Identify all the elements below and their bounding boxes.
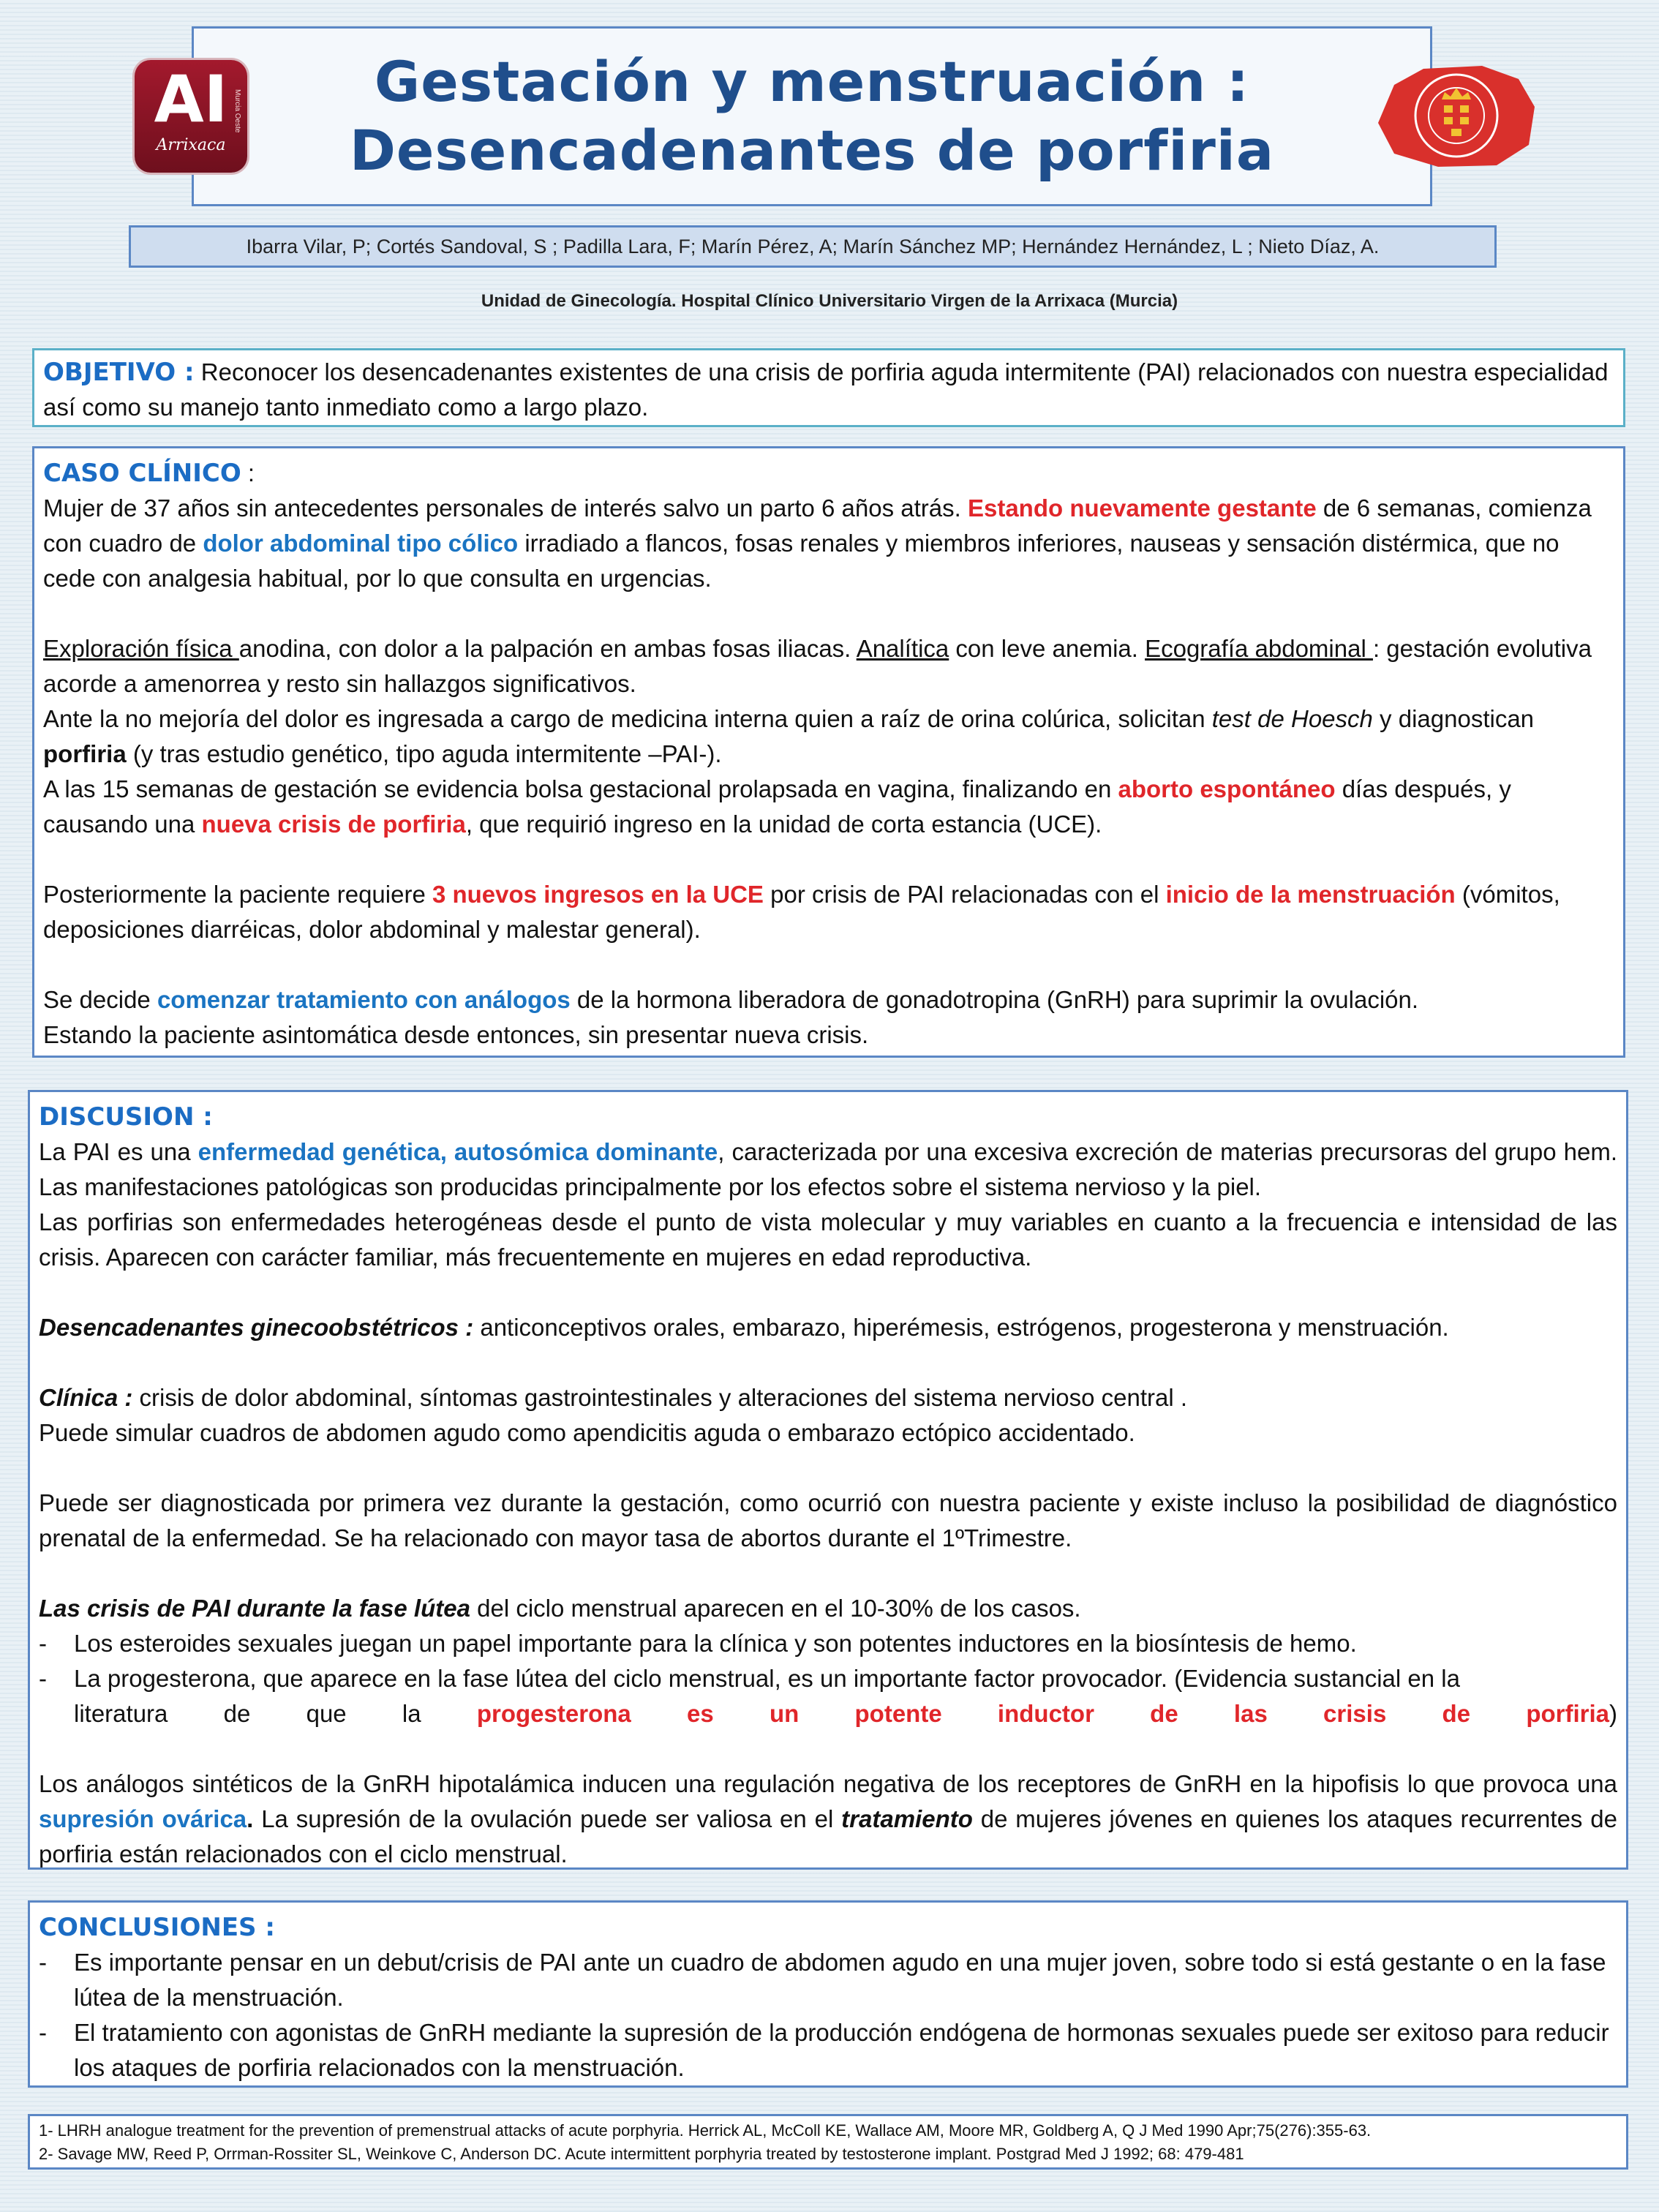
discusion-paragraph-3: Desencadenantes ginecoobstétricos : anticonceptivos orales, embarazo, hiperémesis, estrógenos, progesterona y menstruación. <box>39 1314 1449 1341</box>
arrixaca-logo <box>135 60 247 173</box>
discusion-paragraph-2: Las porfirias son enfermedades heterogéneas desde el punto de vista molecular y muy variables en cuanto a la frecuencia e intensidad de las crisis. Aparecen con carácter familiar, más frecuentemente en mujeres en edad reproductiva. <box>39 1208 1617 1271</box>
discusion-paragraph-8: Los análogos sintéticos de la GnRH hipotalámica inducen una regulación negativa de los receptores de GnRH en la hipofisis lo que provoca una supresión ovárica. La supresión de la ovulación puede ser valiosa en el tratamiento de mujeres jóvenes en quienes los ataques recurrentes de porfiria están relacionados con el ciclo menstrual. <box>39 1770 1617 1867</box>
logo-side-text: Murcia Oeste <box>233 89 241 133</box>
caso-heading-colon: : <box>241 459 255 486</box>
conclusiones-heading: CONCLUSIONES : <box>39 1913 275 1942</box>
objetivo-text: Reconocer los desencadenantes existentes de una crisis de porfiria aguda intermitente (PAI) relacionados con nuestra especialidad así como su manejo tanto inmediato como a largo plazo. <box>43 358 1609 421</box>
conclusiones-list-item-1: - Es importante pensar en un debut/crisis de PAI ante un cuadro de abdomen agudo en una mujer joven, sobre todo si está gestante o en la fase lútea de la menstruación. <box>39 1949 1606 2011</box>
discusion-heading: DISCUSION : <box>39 1102 213 1132</box>
discusion-paragraph-1: La PAI es una enfermedad genética, autosómica dominante, caracterizada por una excesiva excreción de materias precursoras del grupo hem. Las manifestaciones patológicas son producidas principalmente por los efectos sobre el sistema nervioso y la piel. <box>39 1138 1617 1200</box>
discusion-list-item-2: - La progesterona, que aparece en la fase lútea del ciclo menstrual, es un importante factor provocador. (Evidencia sustancial en la literatura de que la progesterona es un potente inductor de las crisis de porfiria) <box>39 1665 1617 1727</box>
discusion-paragraph-4: Clínica : crisis de dolor abdominal, síntomas gastrointestinales y alteraciones del sistema nervioso central . <box>39 1384 1188 1411</box>
discusion-section <box>28 1090 1628 1870</box>
caso-paragraph-5: Posteriormente la paciente requiere 3 nuevos ingresos en la UCE por crisis de PAI relacionadas con el inicio de la menstruación (vómitos, deposiciones diarréicas, dolor abdominal y malestar general). <box>43 881 1560 943</box>
objetivo-heading: OBJETIVO : <box>43 358 195 387</box>
sociedad-ginecologica-logo <box>1372 63 1540 170</box>
reference-1: 1- LHRH analogue treatment for the prevention of premenstrual attacks of acute porphyria. Herrick AL, McColl KE, Wallace AM, Moore MR, Goldberg A, Q J Med 1990 Apr;75(276):355-63. <box>39 2121 1372 2140</box>
caso-paragraph-6: Se decide comenzar tratamiento con análogos de la hormona liberadora de gonadotropina (GnRH) para suprimir la ovulación. <box>43 986 1419 1013</box>
caso-paragraph-7: Estando la paciente asintomática desde entonces, sin presentar nueva crisis. <box>43 1021 869 1048</box>
title-line-1: Gestación y menstruación : <box>374 49 1250 114</box>
logo-script: Arrixaca <box>156 136 226 154</box>
reference-2: 2- Savage MW, Reed P, Orrman-Rossiter SL, Weinkove C, Anderson DC. Acute intermittent porphyria treated by testosterone implant. Postgrad Med J 1992; 68: 479-481 <box>39 2145 1244 2163</box>
caso-heading: CASO CLÍNICO <box>43 459 241 488</box>
objetivo-section <box>32 348 1625 427</box>
discusion-paragraph-5: Puede simular cuadros de abdomen agudo como apendicitis aguda o embarazo ectópico accidentado. <box>39 1419 1135 1446</box>
title-box <box>192 26 1432 206</box>
caso-paragraph-1: Mujer de 37 años sin antecedentes personales de interés salvo un parto 6 años atrás. Estando nuevamente gestante de 6 semanas, comienza con cuadro de dolor abdominal tipo cólico irradiado a flancos, fosas renales y miembros inferiores, nauseas y sensación distérmica, que no cede con analgesia habitual, por lo que consulta en urgencias. <box>43 494 1592 592</box>
title-line-2: Desencadenantes de porfiria <box>349 118 1275 183</box>
conclusiones-list-item-2: - El tratamiento con agonistas de GnRH mediante la supresión de la producción endógena de hormonas sexuales puede ser exitoso para reducir los ataques de porfiria relacionados con la menstruación. <box>39 2019 1609 2081</box>
conclusiones-section <box>28 1900 1628 2088</box>
caso-paragraph-4: A las 15 semanas de gestación se evidencia bolsa gestacional prolapsada en vagina, finalizando en aborto espontáneo días después, y causando una nueva crisis de porfiria, que requirió ingreso en la unidad de corta estancia (UCE). <box>43 775 1511 838</box>
authors-bar: Ibarra Vilar, P; Cortés Sandoval, S ; Padilla Lara, F; Marín Pérez, A; Marín Sánchez MP; Hernández Hernández, L ; Nieto Díaz, A. <box>129 225 1497 268</box>
institution-line: Unidad de Ginecología. Hospital Clínico Universitario Virgen de la Arrixaca (Murcia) <box>481 291 1178 311</box>
discusion-paragraph-7: Las crisis de PAI durante la fase lútea del ciclo menstrual aparecen en el 10-30% de los casos. <box>39 1595 1081 1622</box>
caso-paragraph-2: Exploración física anodina, con dolor a la palpación en ambas fosas iliacas. Analítica con leve anemia. Ecografía abdominal : gestación evolutiva acorde a amenorrea y resto sin hallazgos significativos. <box>43 635 1592 697</box>
seal-icon <box>1372 63 1540 170</box>
discusion-paragraph-6: Puede ser diagnosticada por primera vez durante la gestación, como ocurrió con nuestra paciente y existe incluso la posibilidad de diagnóstico prenatal de la enfermedad. Se ha relacionado con mayor tasa de abortos durante el 1ºTrimestre. <box>39 1489 1617 1551</box>
logo-letters: AI <box>154 61 228 137</box>
references-section <box>28 2114 1628 2170</box>
discusion-list-item-1: - Los esteroides sexuales juegan un papel importante para la clínica y son potentes inductores en la biosíntesis de hemo. <box>39 1630 1357 1657</box>
caso-paragraph-3: Ante la no mejoría del dolor es ingresada a cargo de medicina interna quien a raíz de orina colúrica, solicitan test de Hoesch y diagnostican porfiria (y tras estudio genético, tipo aguda intermitente –PAI-). <box>43 705 1535 767</box>
caso-clinico-section <box>32 446 1625 1058</box>
